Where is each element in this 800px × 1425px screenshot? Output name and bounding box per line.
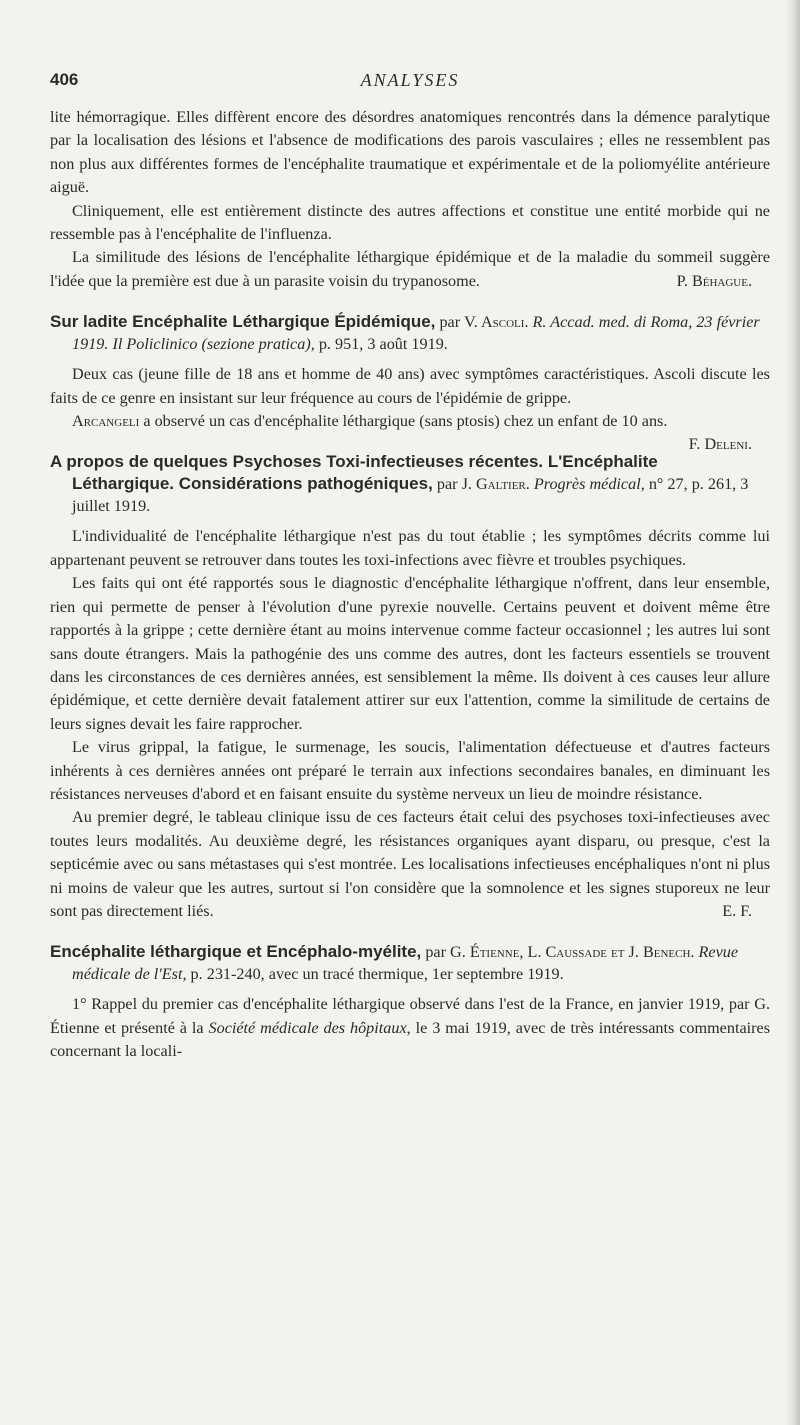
author-name-arcangeli: Arcangeli bbox=[72, 412, 140, 431]
article-journal: R. Accad. med. di Roma, 23 février 1919. Il Policlinico (sezione pratica), bbox=[72, 313, 760, 354]
article-journal: Revue médicale de l'Est, bbox=[72, 943, 739, 984]
article-title: Encéphalite léthargique et Encéphalo-myélite, bbox=[50, 942, 422, 962]
article-body bbox=[50, 993, 770, 1063]
article-paragraph-last bbox=[50, 806, 770, 923]
intro-paragraph-3-text: La similitude des lésions de l'encéphalite léthargique épidémique et de la maladie du sommeil suggère l'idée que la première est due à un parasite voisin du trypanosome. bbox=[50, 248, 770, 290]
intro-paragraph-2: Cliniquement, elle est entièrement distincte des autres affections et constitue une entité morbide qui ne ressemble pas à l'encéphalite de l'influenza. bbox=[50, 201, 770, 244]
article-galtier bbox=[50, 451, 770, 923]
article-by: par bbox=[435, 313, 465, 332]
article-paragraph: Les faits qui ont été rapportés sous le diagnostic d'encéphalite léthargique n'offrent, dans leur ensemble, rien qui permette de penser à l'évolution d'une pyrexie nouvelle. Certains peuvent et doivent même être rapportés à la grippe ; cette dernière étant au moins intervenue comme facteur occasionnel ; les autres lui sont sans doute étrangers. Mais la pathogénie des uns comme des autres, dont les facteurs essentiels se trouvent dans les circonstances de ces dernières années, est sensiblement la même. Ils doivent à ces causes leur allure épidémique, et cette dernière devait fatalement attirer sur eux l'attention, comme la similitude de certains de leurs signes devait les faire rapprocher. bbox=[50, 574, 770, 733]
article-details: p. 951, 3 août 1919. bbox=[314, 335, 448, 354]
article-body bbox=[50, 525, 770, 923]
running-title: ANALYSES bbox=[360, 70, 460, 90]
intro-paragraph-3 bbox=[50, 246, 770, 293]
article-ascoli bbox=[50, 311, 770, 454]
article-etienne bbox=[50, 941, 770, 1063]
page-header bbox=[50, 70, 770, 100]
signature-behague: P. Béhague. bbox=[676, 271, 752, 290]
page-number: 406 bbox=[50, 70, 79, 89]
article-authors: G. Étienne, L. Caussade et J. Benech. bbox=[450, 943, 695, 962]
article-title-block bbox=[50, 311, 770, 355]
article-paragraph: L'individualité de l'encéphalite léthargique n'est pas du tout établie ; les symptômes décrits comme lui appartenant peuvent se retrouver dans toutes les toxi-infections avec fièvre et troubles psychiques. bbox=[50, 527, 770, 569]
article-title: A propos de quelques Psychoses Toxi-infectieuses récentes. L'Encéphalite Léthargique. Considérations pathogéniques, bbox=[50, 452, 658, 494]
page-edge-shadow bbox=[784, 0, 800, 1425]
article-title: Sur ladite Encéphalite Léthargique Épidémique, bbox=[50, 312, 436, 332]
intro-section bbox=[50, 106, 770, 293]
article-body bbox=[50, 363, 770, 454]
article-paragraph-text: Au premier degré, le tableau clinique issu de ces facteurs était celui des psychoses toxi-infectieuses avec toutes leurs modalités. Au deuxième degré, les résistances organiques ayant disparu, ou presque, c'est la septicémie avec ou sans métastases qui s'est montrée. Les localisations infectieuses encéphaliques n'ont ni plus ni moins de valeur que les autres, surtout si l'on considère que la somnolence et les signes stuporeux ne leur sont pas directement liés. bbox=[50, 808, 770, 920]
article-details: n° 27, p. 261, 3 juillet 1919. bbox=[72, 475, 749, 516]
article-journal: Progrès médical, bbox=[533, 475, 645, 494]
article-by: par bbox=[421, 943, 451, 962]
society-name: Société médicale des hôpitaux bbox=[208, 1018, 407, 1037]
article-details: p. 231-240, avec un tracé thermique, 1er septembre 1919. bbox=[186, 965, 564, 984]
article-paragraph-last bbox=[50, 993, 770, 1063]
article-paragraph-tail: , le 3 mai 1919, avec de très intéressants commentaires concernant la locali- bbox=[50, 1018, 771, 1061]
page bbox=[50, 70, 770, 1064]
article-paragraph-lead: 1° Rappel du premier cas d'encéphalite léthargique observé dans l'est de la France, en janvier 1919, par G. Étienne et présenté à la bbox=[50, 995, 770, 1037]
article-paragraph: Le virus grippal, la fatigue, le surmenage, les soucis, l'alimentation défectueuse et d'autres facteurs inhérents à ces dernières années ont préparé le terrain aux infections secondaires banales, en diminuant les résistances nerveuses d'abord et en faisant ensuite du système nerveux un lieu de moindre résistance. bbox=[50, 738, 770, 803]
signature-deleni: F. Deleni. bbox=[688, 435, 752, 454]
signature-ef: E. F. bbox=[722, 901, 752, 920]
article-paragraph-text: a observé un cas d'encéphalite léthargique (sans ptosis) chez un enfant de 10 ans. bbox=[139, 412, 668, 431]
intro-paragraph-1: lite hémorragique. Elles diffèrent encore des désordres anatomiques rencontrés dans la démence paralytique par la localisation des lésions et l'absence de modifications des parois vasculaires ; elles ne ressemblent pas non plus aux différentes formes de l'encéphalite traumatique et expérimentale et de la poliomyélite antérieure aiguë. bbox=[50, 108, 770, 197]
article-authors: V. Ascoli. bbox=[464, 313, 529, 332]
article-paragraph: Deux cas (jeune fille de 18 ans et homme de 40 ans) avec symptômes caractéristiques. Ascoli discute les faits de ce genre en insistant sur leur fréquence au cours de l'épidémie de grippe. bbox=[50, 365, 770, 407]
article-authors: J. Galtier. bbox=[461, 475, 530, 494]
article-paragraph-last bbox=[50, 410, 770, 454]
article-title-block bbox=[50, 941, 770, 985]
article-by: par bbox=[432, 475, 462, 494]
article-title-block bbox=[50, 451, 770, 517]
